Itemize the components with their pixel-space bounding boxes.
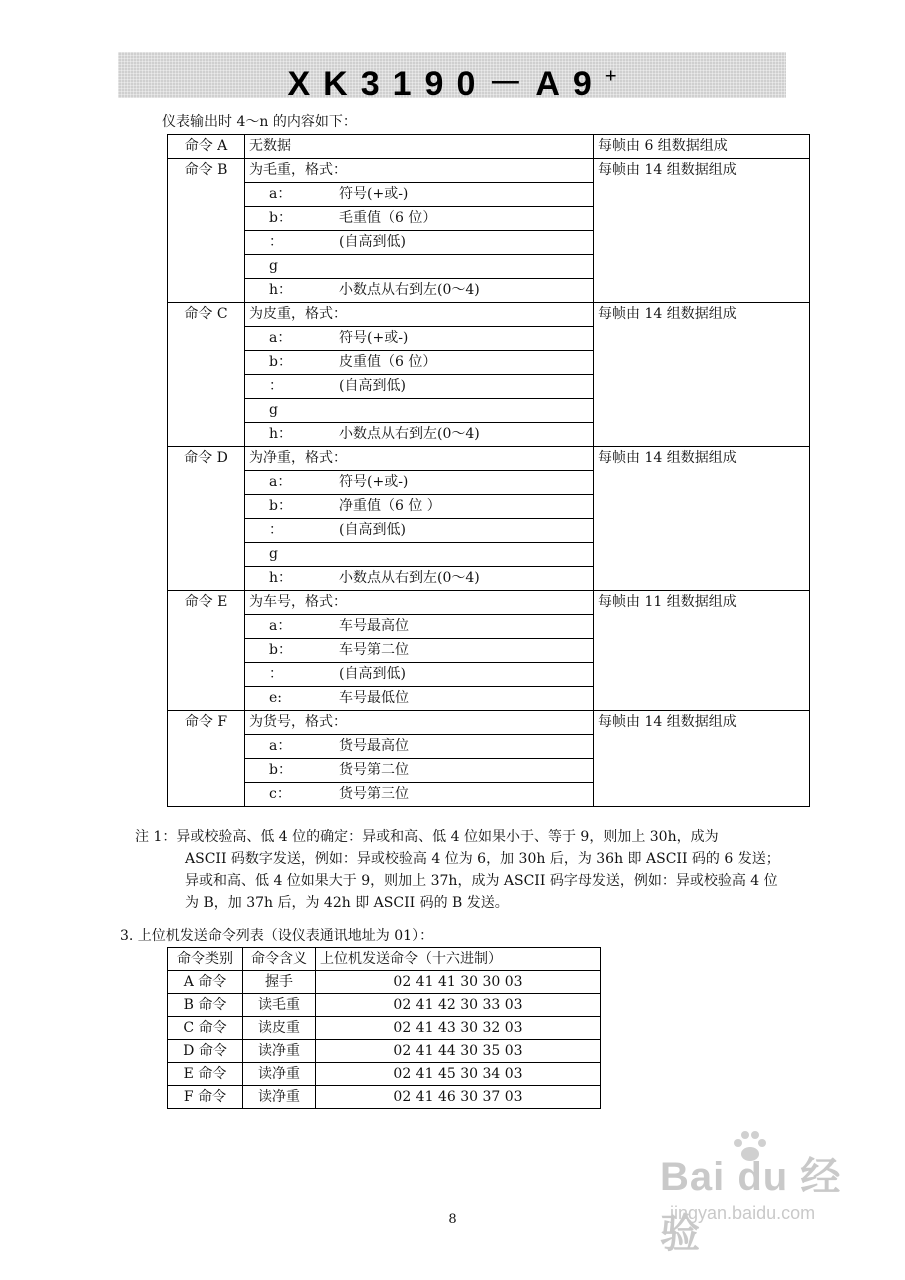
note-line-1: 注 1：异或校验高、低 4 位的确定：异或和高、低 4 位如果小于、等于 9，则加上 30h，成为	[135, 829, 719, 845]
format-value: 货号最高位	[339, 738, 409, 754]
section-3-heading: 3. 上位机发送命令列表（设仪表通讯地址为 01）：	[120, 928, 434, 944]
command-format-table	[167, 134, 810, 807]
format-key: g	[269, 258, 278, 274]
note-1	[135, 826, 790, 914]
description-cell: 为车号，格式：	[245, 591, 594, 615]
baidu-watermark	[660, 1145, 870, 1256]
command-type-cell: D 命令	[168, 1040, 243, 1063]
table-row	[168, 591, 810, 615]
format-key: ：	[269, 234, 283, 250]
header-cell: 上位机发送命令（十六进制）	[316, 948, 601, 971]
format-value: 符号(+或-)	[339, 186, 409, 202]
table-row	[168, 303, 810, 327]
description-cell: 无数据	[245, 135, 594, 159]
format-cell	[245, 231, 594, 255]
command-cell: 命令 C	[168, 303, 245, 447]
command-type-cell: E 命令	[168, 1063, 243, 1086]
command-cell: 命令 A	[168, 135, 245, 159]
command-cell: 命令 E	[168, 591, 245, 711]
command-type-cell: C 命令	[168, 1017, 243, 1040]
command-meaning-cell: 读净重	[243, 1063, 316, 1086]
description-cell: 为皮重，格式：	[245, 303, 594, 327]
format-key: b：	[269, 498, 292, 514]
format-key: h：	[269, 282, 293, 298]
command-cell: 命令 F	[168, 711, 245, 807]
title-superscript: +	[604, 65, 617, 88]
frame-size-cell: 每帧由 6 组数据组成	[594, 135, 810, 159]
command-meaning-cell: 读毛重	[243, 994, 316, 1017]
format-cell	[245, 351, 594, 375]
header-cell: 命令类别	[168, 948, 243, 971]
table-row	[168, 1063, 601, 1086]
format-value: 小数点从右到左(0～4)	[339, 282, 480, 298]
frame-size-cell: 每帧由 11 组数据组成	[594, 591, 810, 711]
format-key: ：	[269, 666, 283, 682]
format-key: ：	[269, 378, 283, 394]
format-key: b：	[269, 210, 292, 226]
table-row	[168, 1017, 601, 1040]
format-value: 货号第三位	[339, 786, 409, 802]
format-value: 货号第二位	[339, 762, 409, 778]
format-value: (自高到低)	[339, 234, 406, 250]
format-cell	[245, 735, 594, 759]
command-type-cell: A 命令	[168, 971, 243, 994]
command-type-cell: F 命令	[168, 1086, 243, 1109]
format-cell	[245, 615, 594, 639]
format-value: (自高到低)	[339, 522, 406, 538]
format-key: g	[269, 546, 278, 562]
format-value: 符号(+或-)	[339, 474, 409, 490]
format-key: b：	[269, 642, 292, 658]
hex-command-cell: 02 41 42 30 33 03	[316, 994, 601, 1017]
format-key: a：	[269, 618, 292, 634]
format-key: ：	[269, 522, 283, 538]
format-cell	[245, 471, 594, 495]
format-key: b：	[269, 762, 292, 778]
command-meaning-cell: 握手	[243, 971, 316, 994]
table-row	[168, 1040, 601, 1063]
title-banner	[118, 52, 786, 103]
format-key: c：	[269, 786, 291, 802]
watermark-brand: Bai du 经验	[660, 1155, 842, 1256]
header-cell: 命令含义	[243, 948, 316, 971]
format-key: h：	[269, 570, 293, 586]
title-text: XK3190－A9	[287, 65, 605, 103]
hex-command-cell: 02 41 46 30 37 03	[316, 1086, 601, 1109]
description-cell: 为货号，格式：	[245, 711, 594, 735]
format-cell	[245, 663, 594, 687]
format-cell	[245, 207, 594, 231]
format-cell	[245, 255, 594, 279]
table-row	[168, 159, 810, 183]
format-cell	[245, 759, 594, 783]
hex-command-cell: 02 41 41 30 30 03	[316, 971, 601, 994]
intro-text: 仪表输出时 4～n 的内容如下：	[162, 114, 357, 130]
send-command-table	[167, 947, 601, 1109]
format-value: 小数点从右到左(0～4)	[339, 426, 480, 442]
format-cell	[245, 423, 594, 447]
format-cell	[245, 687, 594, 711]
format-cell	[245, 327, 594, 351]
format-value: 净重值（6 位 ）	[339, 498, 441, 514]
hex-command-cell: 02 41 45 30 34 03	[316, 1063, 601, 1086]
format-value: 车号最高位	[339, 618, 409, 634]
format-value: (自高到低)	[339, 378, 406, 394]
command-meaning-cell: 读皮重	[243, 1017, 316, 1040]
format-cell	[245, 279, 594, 303]
format-cell	[245, 495, 594, 519]
frame-size-cell: 每帧由 14 组数据组成	[594, 159, 810, 303]
format-key: a：	[269, 738, 292, 754]
note-continuation: ASCII 码数字发送，例如：异或校验高 4 位为 6，加 30h 后，为 36h 即 ASCII 码的 6 发送；异或和高、低 4 位如果大于 9，则加上 37h，成为 ASCII 码字母发送，例如：异或校验高 4 位为 B，加 37h 后，为 42h 即 ASCII 码的 B 发送。	[185, 851, 780, 911]
table-row	[168, 971, 601, 994]
table-row	[168, 1086, 601, 1109]
format-key: a：	[269, 330, 292, 346]
frame-size-cell: 每帧由 14 组数据组成	[594, 447, 810, 591]
format-value: 符号(+或-)	[339, 330, 409, 346]
command-cell: 命令 D	[168, 447, 245, 591]
command-type-cell: B 命令	[168, 994, 243, 1017]
description-cell: 为毛重，格式：	[245, 159, 594, 183]
format-key: g	[269, 402, 278, 418]
format-cell	[245, 399, 594, 423]
hex-command-cell: 02 41 44 30 35 03	[316, 1040, 601, 1063]
format-value: 小数点从右到左(0～4)	[339, 570, 480, 586]
frame-size-cell: 每帧由 14 组数据组成	[594, 303, 810, 447]
format-cell	[245, 183, 594, 207]
format-value: 车号第二位	[339, 642, 409, 658]
format-value: 毛重值（6 位）	[339, 210, 437, 226]
format-key: e:	[269, 690, 283, 706]
format-value: 皮重值（6 位）	[339, 354, 437, 370]
format-cell	[245, 639, 594, 663]
format-cell	[245, 783, 594, 807]
table-row	[168, 994, 601, 1017]
table-row	[168, 711, 810, 735]
description-cell: 为净重，格式：	[245, 447, 594, 471]
page-number: 8	[448, 1212, 457, 1227]
format-key: b：	[269, 354, 292, 370]
command-meaning-cell: 读净重	[243, 1086, 316, 1109]
format-cell	[245, 519, 594, 543]
table-row	[168, 135, 810, 159]
watermark-url: jingyan.baidu.com	[670, 1203, 816, 1223]
format-cell	[245, 567, 594, 591]
format-value: (自高到低)	[339, 666, 406, 682]
table-row	[168, 447, 810, 471]
format-key: a：	[269, 186, 292, 202]
format-value: 车号最低位	[339, 690, 409, 706]
table-header-row	[168, 948, 601, 971]
command-meaning-cell: 读净重	[243, 1040, 316, 1063]
command-cell: 命令 B	[168, 159, 245, 303]
page-title	[118, 56, 786, 105]
format-key: h：	[269, 426, 293, 442]
frame-size-cell: 每帧由 14 组数据组成	[594, 711, 810, 807]
hex-command-cell: 02 41 43 30 32 03	[316, 1017, 601, 1040]
format-key: a：	[269, 474, 292, 490]
format-cell	[245, 543, 594, 567]
format-cell	[245, 375, 594, 399]
